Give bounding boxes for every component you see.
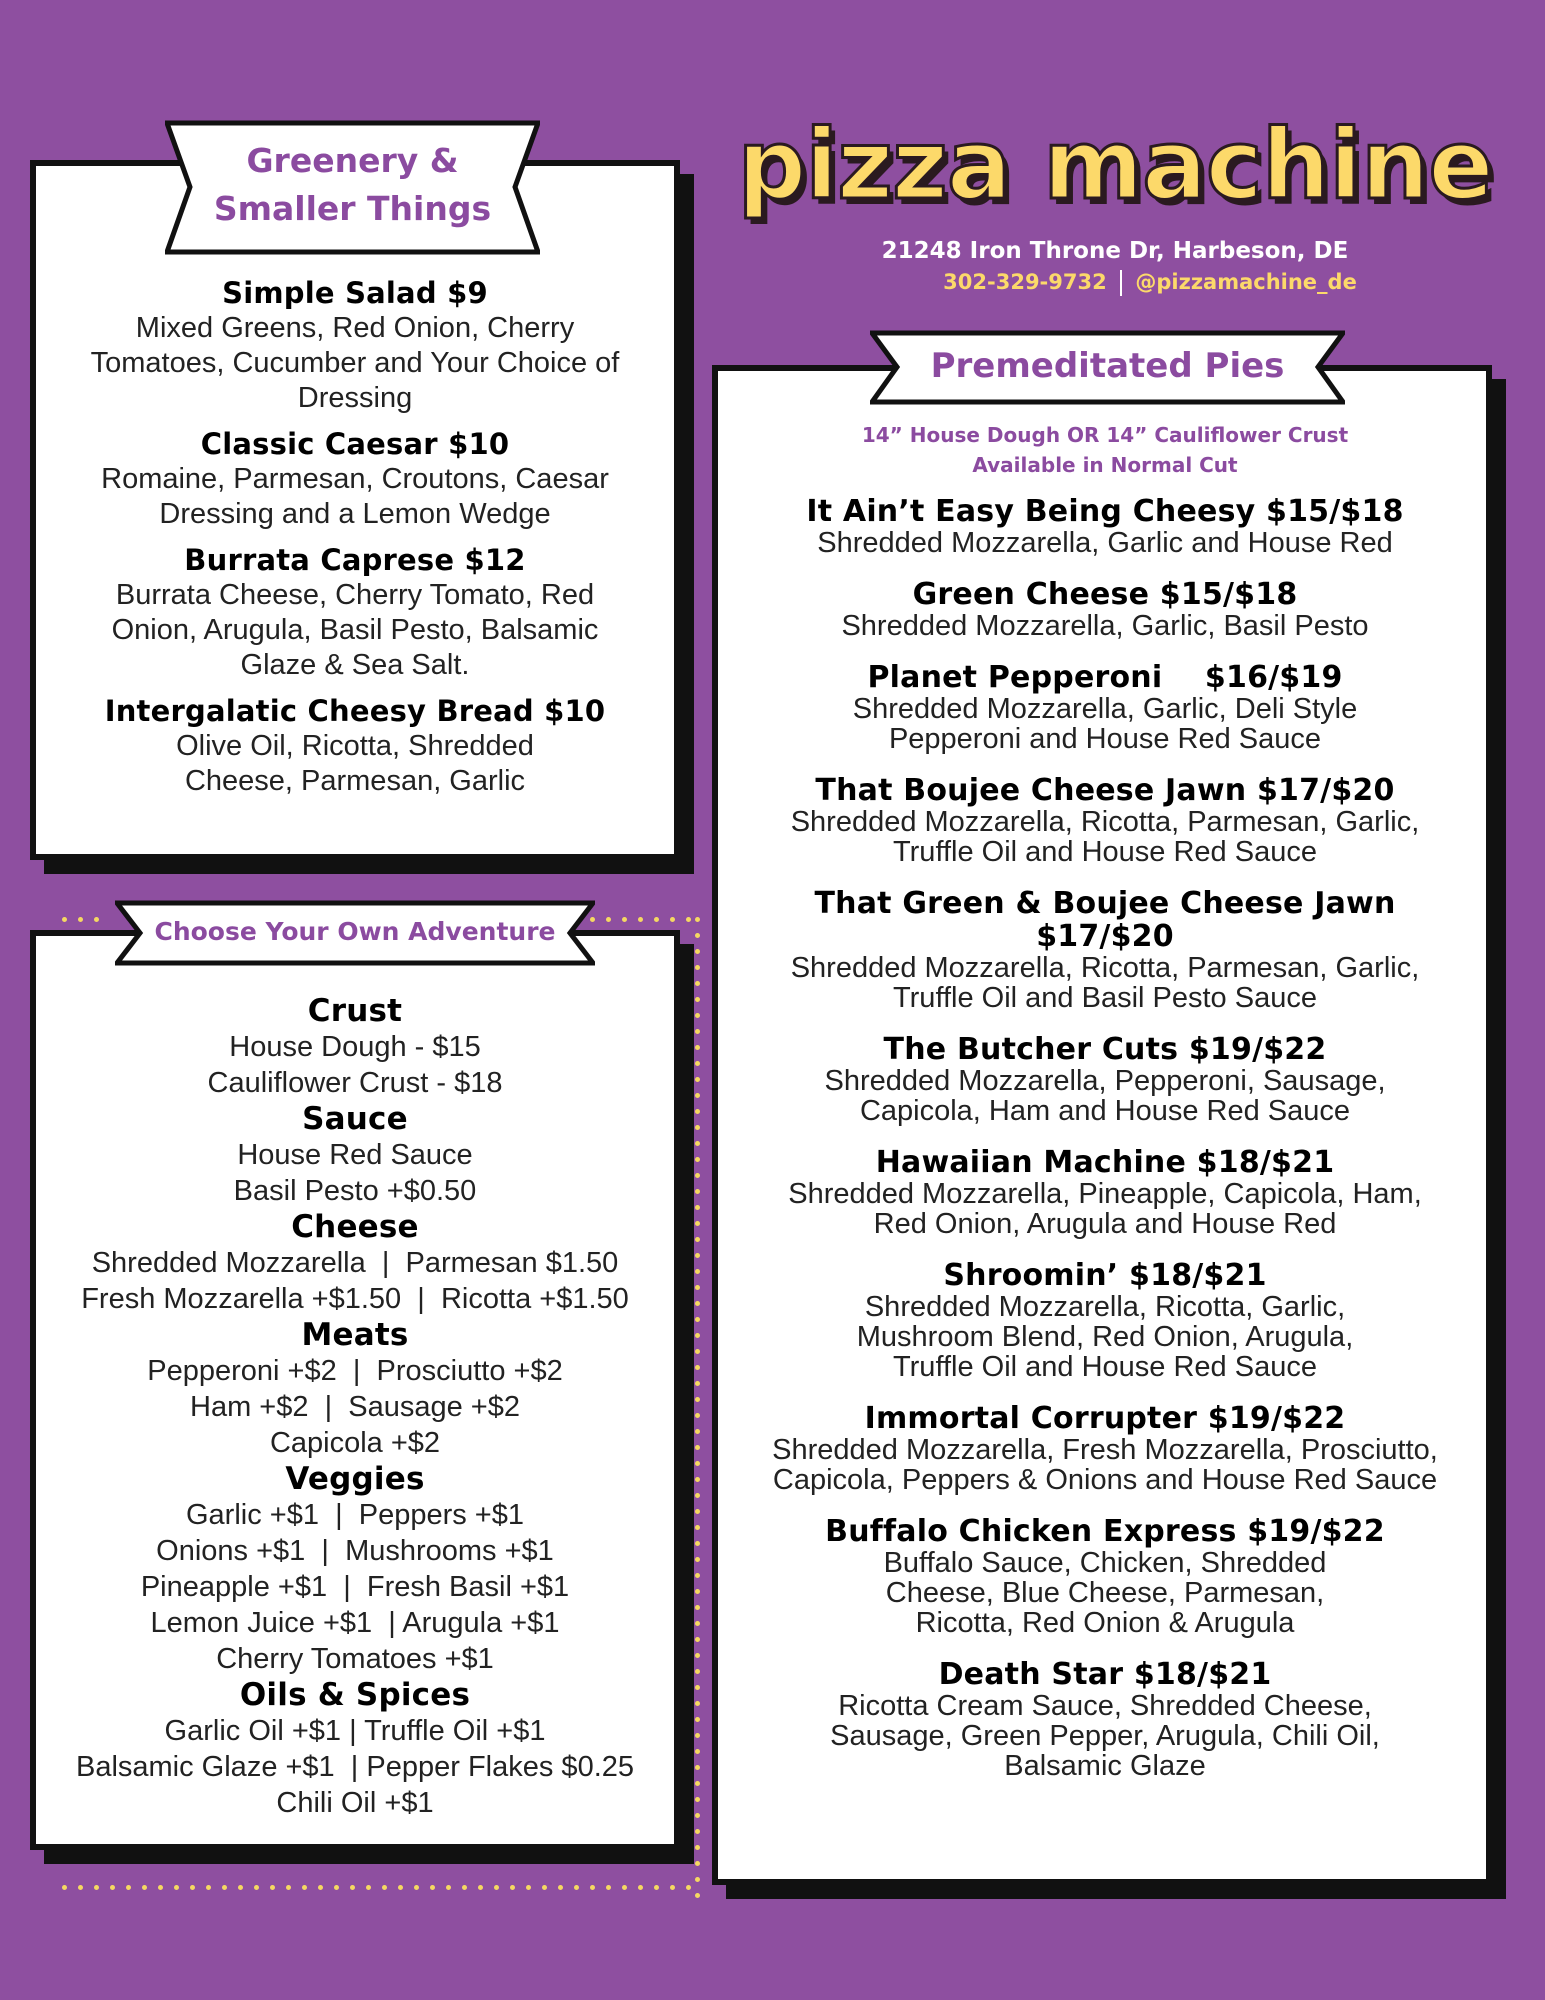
item-desc: Burrata Cheese, Cherry Tomato, Red Onion, Arugula, Basil Pesto, Balsamic Glaze & Sea Salt.: [111, 579, 599, 681]
decorative-dot: [286, 1885, 291, 1890]
decorative-dot: [695, 1813, 700, 1818]
section-line: Pepperoni +$2 | Prosciutto +$2: [147, 1355, 563, 1387]
section-line: Ham +$2 | Sausage +$2: [190, 1391, 520, 1423]
item-title: Intergalatic Cheesy Bread $10: [104, 694, 606, 728]
decorative-dot: [695, 1493, 700, 1498]
greenery-heading: [165, 137, 540, 233]
decorative-dot: [334, 1885, 339, 1890]
decorative-dot: [695, 1749, 700, 1754]
item-desc: Buffalo Sauce, Chicken, Shredded Cheese, Blue Cheese, Parmesan, Ricotta, Red Onion & Arugula: [883, 1547, 1327, 1639]
decorative-dot: [686, 917, 691, 922]
pie-item: [765, 887, 1445, 1013]
section-line: Fresh Mozzarella +$1.50 | Ricotta +$1.50: [81, 1283, 629, 1315]
adventure-section-sauce: [40, 1101, 670, 1209]
decorative-dot: [302, 1885, 307, 1890]
decorative-dot: [695, 1685, 700, 1690]
item-title: Immortal Corrupter $19/$22: [864, 1401, 1346, 1436]
decorative-dot: [462, 1885, 467, 1890]
decorative-dot: [494, 1885, 499, 1890]
pies-subtitle: [720, 420, 1490, 480]
adventure-heading: Choose Your Own Adventure: [154, 917, 556, 946]
decorative-dot: [622, 917, 627, 922]
section-line: Garlic +$1 | Peppers +$1: [185, 1499, 524, 1531]
adventure-section-crust: [40, 993, 670, 1101]
brand-handle: @pizzamachine_de: [1135, 270, 1357, 294]
pie-item: [765, 1658, 1445, 1781]
decorative-dot: [695, 1189, 700, 1194]
pies-subtitle-line1: 14” House Dough OR 14” Cauliflower Crust: [861, 423, 1349, 447]
decorative-dot: [78, 917, 83, 922]
decorative-dot: [398, 1885, 403, 1890]
decorative-dot: [695, 1733, 700, 1738]
decorative-dot: [270, 1885, 275, 1890]
section-line: Onions +$1 | Mushrooms +$1: [156, 1535, 554, 1567]
greenery-heading-line1: Greenery &: [246, 141, 459, 180]
decorative-dot: [695, 1365, 700, 1370]
decorative-dot: [695, 1429, 700, 1434]
decorative-dot: [366, 1885, 371, 1890]
greenery-item: [60, 542, 650, 683]
decorative-dot: [695, 1381, 700, 1386]
decorative-dot: [670, 1885, 675, 1890]
decorative-dot: [695, 1637, 700, 1642]
decorative-dot: [318, 1885, 323, 1890]
pie-item: [765, 1402, 1445, 1495]
item-title: Planet Pepperoni $16/$19: [867, 660, 1343, 695]
section-title: Veggies: [285, 1461, 425, 1497]
decorative-dot: [695, 1877, 700, 1882]
decorative-dot: [638, 1885, 643, 1890]
decorative-dot: [695, 1333, 700, 1338]
decorative-dot: [238, 1885, 243, 1890]
section-line: House Dough - $15: [229, 1031, 481, 1063]
decorative-dot: [695, 1077, 700, 1082]
decorative-dot: [695, 997, 700, 1002]
item-title: Green Cheese $15/$18: [912, 577, 1298, 612]
adventure-section-oils: [40, 1677, 670, 1821]
pies-heading: Premeditated Pies: [930, 346, 1285, 386]
decorative-dot: [695, 1397, 700, 1402]
decorative-dot: [695, 1669, 700, 1674]
decorative-dot: [695, 1253, 700, 1258]
decorative-dot: [695, 933, 700, 938]
pie-item: [765, 578, 1445, 641]
section-title: Sauce: [302, 1101, 408, 1137]
adventure-banner: [115, 900, 595, 966]
item-title: The Butcher Cuts $19/$22: [883, 1032, 1327, 1067]
item-title: That Boujee Cheese Jawn $17/$20: [815, 773, 1395, 808]
decorative-dot: [190, 1885, 195, 1890]
decorative-dot: [695, 1029, 700, 1034]
section-line: Pineapple +$1 | Fresh Basil +$1: [140, 1571, 570, 1603]
decorative-dot: [158, 1885, 163, 1890]
adventure-section-veggies: [40, 1461, 670, 1677]
pies-list: [765, 495, 1445, 1781]
decorative-dot: [206, 1885, 211, 1890]
decorative-dot: [695, 1861, 700, 1866]
decorative-dot: [695, 1701, 700, 1706]
decorative-dot: [126, 1885, 131, 1890]
decorative-dot: [695, 965, 700, 970]
pie-item: [765, 1259, 1445, 1382]
decorative-dot: [695, 1781, 700, 1786]
decorative-dot: [414, 1885, 419, 1890]
decorative-dot: [670, 917, 675, 922]
pie-item: [765, 1033, 1445, 1126]
greenery-banner: [165, 120, 540, 255]
adventure-section-cheese: [40, 1209, 670, 1317]
decorative-dot: [695, 1045, 700, 1050]
pie-item: [765, 1146, 1445, 1239]
item-desc: Shredded Mozzarella, Garlic and House Red: [817, 527, 1393, 559]
pie-item: [765, 495, 1445, 558]
item-desc: Mixed Greens, Red Onion, Cherry Tomatoes, Cucumber and Your Choice of Dressing: [90, 312, 620, 414]
decorative-dot: [622, 1885, 627, 1890]
decorative-dot: [695, 1461, 700, 1466]
decorative-dot: [382, 1885, 387, 1890]
decorative-dot: [695, 1605, 700, 1610]
pie-item: [765, 1515, 1445, 1638]
decorative-dot: [695, 1013, 700, 1018]
decorative-dot: [254, 1885, 259, 1890]
item-desc: Olive Oil, Ricotta, Shredded Cheese, Parmesan, Garlic: [176, 730, 534, 797]
section-line: Lemon Juice +$1 | Arugula +$1: [150, 1607, 560, 1639]
decorative-dot: [526, 1885, 531, 1890]
brand-address: 21248 Iron Throne Dr, Harbeson, DE: [881, 238, 1349, 264]
greenery-item: [60, 275, 650, 416]
item-title: It Ain’t Easy Being Cheesy $15/$18: [806, 494, 1404, 529]
decorative-dot: [695, 1413, 700, 1418]
section-line: Shredded Mozzarella | Parmesan $1.50: [91, 1247, 619, 1279]
decorative-dot: [695, 1621, 700, 1626]
decorative-dot: [94, 917, 99, 922]
section-line: Garlic Oil +$1 | Truffle Oil +$1: [164, 1715, 546, 1747]
item-title: Simple Salad $9: [222, 276, 488, 310]
section-title: Crust: [307, 993, 403, 1029]
item-title: That Green & Boujee Cheese Jawn $17/$20: [814, 886, 1396, 954]
decorative-dot: [695, 1221, 700, 1226]
decorative-dot: [695, 1653, 700, 1658]
greenery-item: [60, 426, 650, 532]
decorative-dot: [78, 1885, 83, 1890]
greenery-item: [60, 693, 650, 799]
section-line: Cherry Tomatoes +$1: [216, 1643, 494, 1675]
decorative-dot: [695, 1893, 700, 1898]
item-desc: Shredded Mozzarella, Ricotta, Parmesan, Garlic, Truffle Oil and Basil Pesto Sauce: [790, 952, 1420, 1014]
section-line: Basil Pesto +$0.50: [233, 1175, 477, 1207]
decorative-dot: [478, 1885, 483, 1890]
decorative-dot: [695, 1717, 700, 1722]
decorative-dot: [695, 917, 700, 922]
decorative-dot: [695, 1125, 700, 1130]
decorative-dot: [695, 1845, 700, 1850]
decorative-dot: [695, 1797, 700, 1802]
decorative-dot: [446, 1885, 451, 1890]
decorative-dot: [574, 1885, 579, 1890]
decorative-dot: [590, 1885, 595, 1890]
decorative-dot: [695, 1765, 700, 1770]
decorative-dot: [222, 1885, 227, 1890]
decorative-dot: [695, 1141, 700, 1146]
decorative-dot: [695, 1109, 700, 1114]
decorative-dot: [510, 1885, 515, 1890]
decorative-dot: [695, 1829, 700, 1834]
decorative-dot: [94, 1885, 99, 1890]
item-title: Classic Caesar $10: [200, 427, 510, 461]
section-title: Cheese: [291, 1209, 419, 1245]
decorative-dot: [62, 1885, 67, 1890]
decorative-dot: [695, 1573, 700, 1578]
item-title: Buffalo Chicken Express $19/$22: [825, 1514, 1385, 1549]
decorative-dot: [695, 1269, 700, 1274]
decorative-dot: [638, 917, 643, 922]
item-desc: Shredded Mozzarella, Pineapple, Capicola, Ham, Red Onion, Arugula and House Red: [788, 1178, 1422, 1240]
adventure-list: [40, 993, 670, 1821]
item-title: Burrata Caprese $12: [184, 543, 526, 577]
decorative-dot: [695, 1557, 700, 1562]
brand-logo: pizza machine: [737, 109, 1493, 221]
decorative-dot: [695, 1285, 700, 1290]
item-desc: Romaine, Parmesan, Croutons, Caesar Dressing and a Lemon Wedge: [101, 463, 609, 530]
item-title: Shroomin’ $18/$21: [943, 1258, 1267, 1293]
decorative-dot: [695, 1317, 700, 1322]
section-line: Chili Oil +$1: [276, 1787, 434, 1819]
item-title: Death Star $18/$21: [938, 1657, 1272, 1692]
decorative-dot: [695, 1237, 700, 1242]
decorative-dot: [62, 917, 67, 922]
section-line: Balsamic Glaze +$1 | Pepper Flakes $0.25: [75, 1751, 635, 1783]
decorative-dot: [686, 1885, 691, 1890]
decorative-dot: [654, 917, 659, 922]
brand-phone: 302-329-9732: [943, 270, 1107, 294]
item-desc: Shredded Mozzarella, Ricotta, Parmesan, Garlic, Truffle Oil and House Red Sauce: [790, 806, 1420, 868]
section-line: Cauliflower Crust - $18: [207, 1067, 503, 1099]
decorative-dot: [695, 949, 700, 954]
section-line: Capicola +$2: [269, 1427, 441, 1459]
decorative-dot: [110, 1885, 115, 1890]
decorative-dot: [654, 1885, 659, 1890]
decorative-dot: [174, 1885, 179, 1890]
decorative-dot: [695, 1061, 700, 1066]
decorative-dot: [606, 917, 611, 922]
pie-item: [765, 774, 1445, 867]
decorative-dot: [695, 1589, 700, 1594]
decorative-dot: [695, 1093, 700, 1098]
decorative-dot: [695, 981, 700, 986]
item-title: Hawaiian Machine $18/$21: [875, 1145, 1335, 1180]
decorative-dot: [542, 1885, 547, 1890]
pies-subtitle-line2: Available in Normal Cut: [972, 453, 1238, 477]
greenery-list: [60, 275, 650, 799]
item-desc: Ricotta Cream Sauce, Shredded Cheese, Sausage, Green Pepper, Arugula, Chili Oil, Balsamic Glaze: [830, 1690, 1380, 1782]
decorative-dot: [695, 1525, 700, 1530]
decorative-dot: [695, 1541, 700, 1546]
item-desc: Shredded Mozzarella, Fresh Mozzarella, Prosciutto, Capicola, Peppers & Onions and House Red Sauce: [772, 1434, 1438, 1496]
section-line: House Red Sauce: [237, 1139, 473, 1171]
greenery-heading-line2: Smaller Things: [213, 189, 492, 228]
decorative-dot: [695, 1445, 700, 1450]
decorative-dot: [606, 1885, 611, 1890]
decorative-dot: [695, 1157, 700, 1162]
decorative-dot: [695, 1349, 700, 1354]
section-title: Meats: [301, 1317, 409, 1353]
decorative-dot: [430, 1885, 435, 1890]
decorative-dot: [350, 1885, 355, 1890]
item-desc: Shredded Mozzarella, Ricotta, Garlic, Mushroom Blend, Red Onion, Arugula, Truffle Oil and House Red Sauce: [856, 1291, 1354, 1383]
decorative-dot: [142, 1885, 147, 1890]
decorative-dot: [695, 1173, 700, 1178]
adventure-section-meats: [40, 1317, 670, 1461]
item-desc: Shredded Mozzarella, Garlic, Basil Pesto: [841, 610, 1369, 642]
decorative-dot: [695, 1301, 700, 1306]
item-desc: Shredded Mozzarella, Garlic, Deli Style Pepperoni and House Red Sauce: [852, 693, 1358, 755]
pie-item: [765, 661, 1445, 754]
decorative-dot: [695, 1205, 700, 1210]
pies-banner: [870, 330, 1345, 405]
item-desc: Shredded Mozzarella, Pepperoni, Sausage, Capicola, Ham and House Red Sauce: [824, 1065, 1386, 1127]
decorative-dot: [558, 1885, 563, 1890]
section-title: Oils & Spices: [239, 1677, 471, 1713]
decorative-dot: [695, 1477, 700, 1482]
decorative-dot: [695, 1509, 700, 1514]
